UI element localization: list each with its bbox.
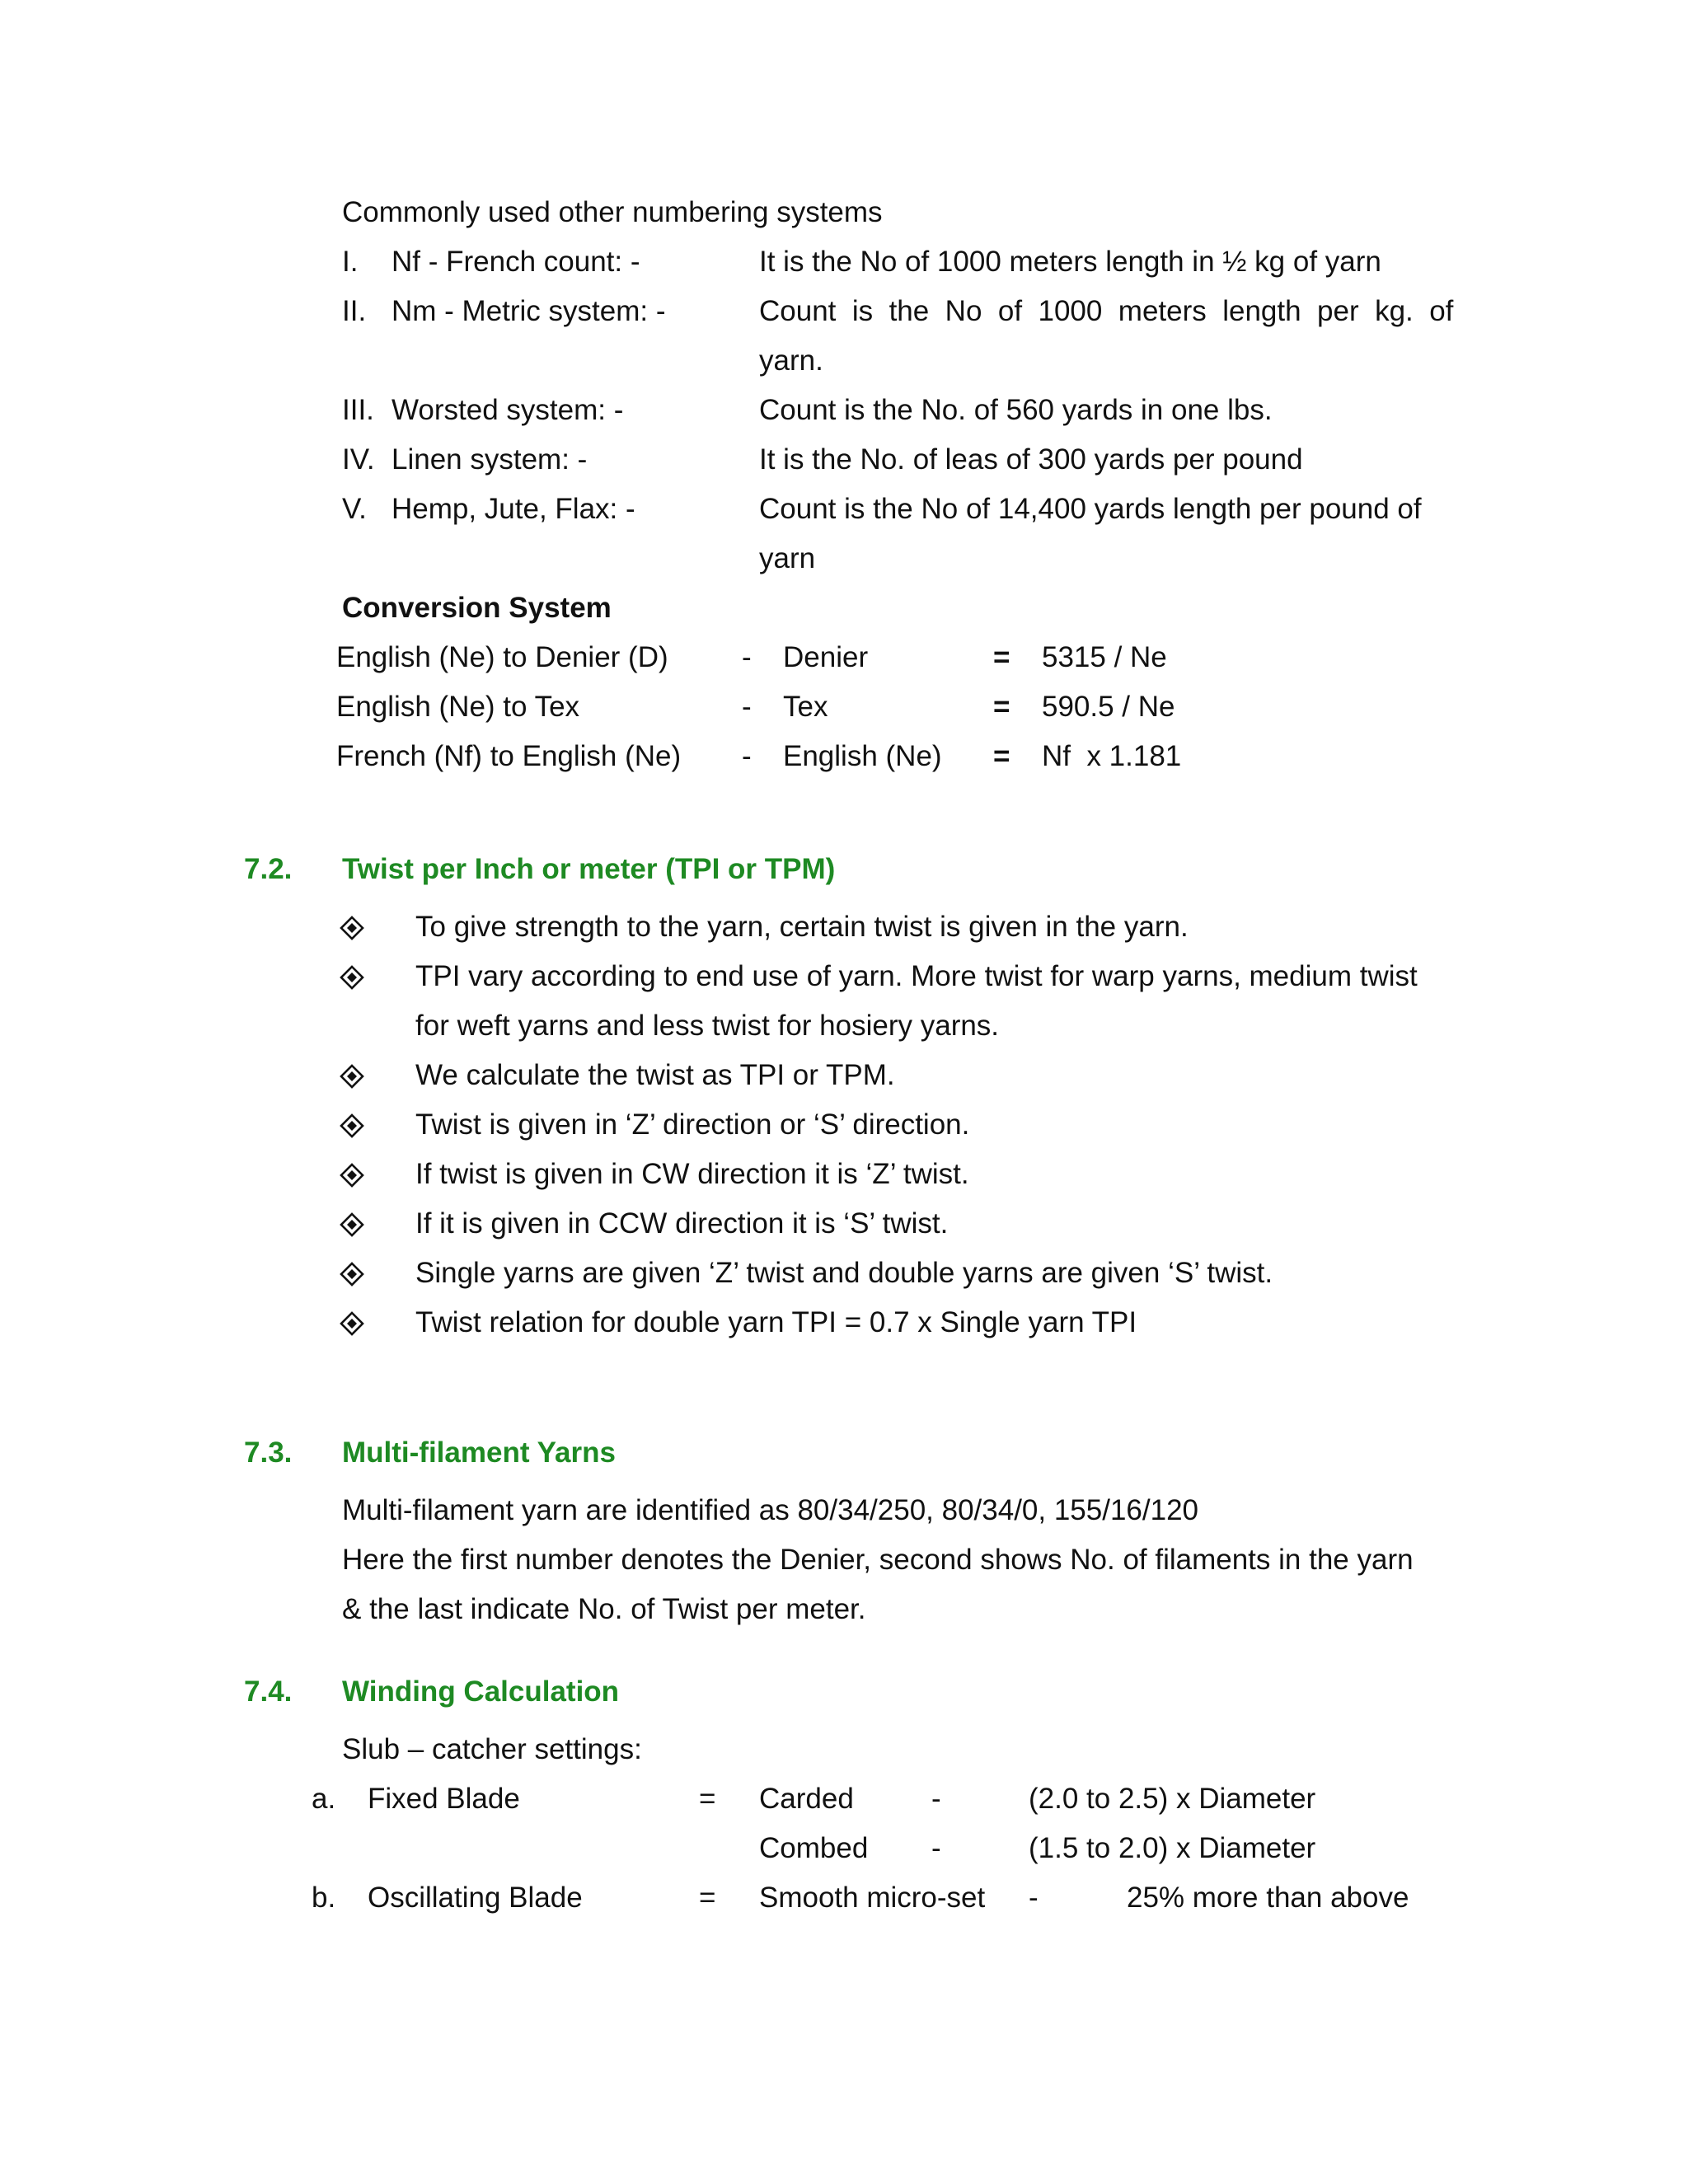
winding-dash: - [931, 1783, 941, 1815]
list-desc-cont: yarn. [759, 344, 823, 377]
list-number: II. [342, 295, 367, 327]
winding-equals: = [699, 1783, 716, 1815]
conversion-unit: Denier [783, 641, 869, 673]
winding-blade-name: Oscillating Blade [368, 1882, 583, 1914]
conversion-unit: Tex [783, 691, 828, 723]
list-term: Worsted system: - [392, 394, 624, 426]
bullet-text: Twist relation for double yarn TPI = 0.7 x Single yarn TPI [415, 1306, 1137, 1338]
winding-blade-name: Fixed Blade [368, 1783, 520, 1815]
conversion-dash: - [742, 691, 752, 723]
conversion-formula: 590.5 / Ne [1042, 691, 1175, 723]
diamond-bullet-icon [340, 1150, 373, 1199]
diamond-bullet-icon [340, 902, 373, 952]
list-number: I. [342, 246, 359, 278]
conversion-heading: Conversion System [342, 592, 612, 624]
diamond-bullet-icon [340, 1100, 373, 1150]
list-term: Nm - Metric system: - [392, 295, 666, 327]
list-term: Linen system: - [392, 443, 588, 476]
bullet-text: If it is given in CCW direction it is ‘S’ twist. [415, 1207, 949, 1240]
winding-dash: - [931, 1832, 941, 1864]
winding-intro: Slub – catcher settings: [342, 1733, 642, 1765]
section-title: Multi-filament Yarns [342, 1436, 616, 1469]
conversion-from: English (Ne) to Tex [336, 691, 580, 723]
bullet-text-cont: for weft yarns and less twist for hosiery yarns. [415, 1010, 1000, 1042]
winding-equals: = [699, 1882, 716, 1914]
list-desc-cont: yarn [759, 542, 816, 574]
list-desc: It is the No of 1000 meters length in ½ kg of yarn [759, 246, 1381, 278]
bullet-text: If twist is given in CW direction it is ‘Z’ twist. [415, 1158, 969, 1190]
diamond-bullet-icon [340, 1249, 373, 1298]
diamond-bullet-icon [340, 1051, 373, 1100]
conversion-formula: 5315 / Ne [1042, 641, 1167, 673]
list-number: V. [342, 493, 367, 525]
conversion-dash: - [742, 740, 752, 772]
diamond-bullet-icon [340, 1199, 373, 1249]
conversion-from: French (Nf) to English (Ne) [336, 740, 682, 772]
list-number: IV. [342, 443, 375, 476]
paragraph-line: Multi-filament yarn are identified as 80/34/250, 80/34/0, 155/16/120 [342, 1494, 1199, 1526]
conversion-equals: = [993, 740, 1010, 772]
list-desc: Count is the No of 14,400 yards length per pound of [759, 493, 1422, 525]
winding-value: (1.5 to 2.0) x Diameter [1029, 1832, 1316, 1864]
conversion-equals: = [993, 691, 1010, 723]
conversion-formula: Nf x 1.181 [1042, 740, 1182, 772]
numbering-intro: Commonly used other numbering systems [342, 196, 883, 228]
section-number: 7.2. [244, 853, 293, 885]
bullet-text: We calculate the twist as TPI or TPM. [415, 1059, 895, 1091]
list-term: Nf - French count: - [392, 246, 640, 278]
paragraph-line: Here the first number denotes the Denier, second shows No. of filaments in the yarn [342, 1544, 1414, 1576]
bullet-text: Twist is given in ‘Z’ direction or ‘S’ direction. [415, 1108, 970, 1141]
conversion-unit: English (Ne) [783, 740, 942, 772]
section-number: 7.4. [244, 1675, 293, 1708]
bullet-text: Single yarns are given ‘Z’ twist and double yarns are given ‘S’ twist. [415, 1257, 1273, 1289]
section-number: 7.3. [244, 1436, 293, 1469]
conversion-dash: - [742, 641, 752, 673]
conversion-from: English (Ne) to Denier (D) [336, 641, 668, 673]
conversion-equals: = [993, 641, 1010, 673]
list-desc: It is the No. of leas of 300 yards per pound [759, 443, 1303, 476]
section-title: Twist per Inch or meter (TPI or TPM) [342, 853, 836, 885]
winding-value: (2.0 to 2.5) x Diameter [1029, 1783, 1316, 1815]
diamond-bullet-icon [340, 1298, 373, 1347]
winding-type: Combed [759, 1832, 869, 1864]
winding-value: 25% more than above [1127, 1882, 1409, 1914]
section-title: Winding Calculation [342, 1675, 620, 1708]
list-desc: Count is the No. of 560 yards in one lbs. [759, 394, 1273, 426]
list-term: Hemp, Jute, Flax: - [392, 493, 635, 525]
winding-type: Carded [759, 1783, 854, 1815]
winding-dash: - [1029, 1882, 1039, 1914]
bullet-text: To give strength to the yarn, certain twist is given in the yarn. [415, 911, 1189, 943]
bullet-text: TPI vary according to end use of yarn. More twist for warp yarns, medium twist [415, 960, 1418, 992]
diamond-bullet-icon [340, 952, 373, 1001]
winding-label: b. [312, 1882, 336, 1914]
paragraph-line: & the last indicate No. of Twist per meter. [342, 1593, 866, 1625]
list-number: III. [342, 394, 374, 426]
winding-label: a. [312, 1783, 336, 1815]
winding-type: Smooth micro-set [759, 1882, 986, 1914]
list-desc: Count is the No of 1000 meters length per kg. of [759, 295, 1454, 327]
